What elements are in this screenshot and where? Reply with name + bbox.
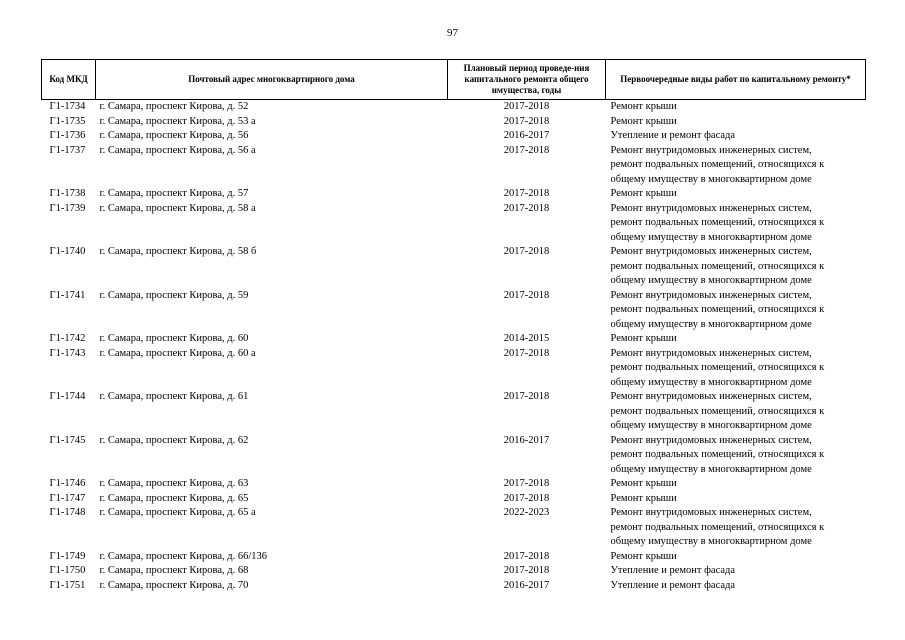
work-line: Ремонт крыши: [610, 478, 677, 489]
row-works: [606, 187, 866, 202]
row-address: г. Самара, проспект Кирова, д. 56 а: [99, 144, 256, 156]
row-works: [606, 477, 866, 492]
row-address: г. Самара, проспект Кирова, д. 65: [99, 492, 249, 504]
row-works: [606, 202, 866, 246]
row-code: Г1-1736: [49, 130, 86, 141]
work-line: Ремонт внутридомовых инженерных систем,: [610, 507, 812, 518]
row-works: [606, 100, 866, 115]
row-period: 2017-2018: [503, 550, 550, 562]
work-line: Ремонт крыши: [610, 101, 677, 112]
work-line: общему имуществу в многоквартирном доме: [610, 231, 812, 243]
row-works: [606, 434, 866, 478]
row-period: 2016-2017: [503, 130, 550, 141]
row-period: 2017-2018: [503, 202, 550, 214]
work-line: Ремонт внутридомовых инженерных систем,: [610, 246, 812, 257]
table-row: [42, 550, 866, 565]
work-line: общему имуществу в многоквартирном доме: [610, 536, 812, 547]
row-works: [606, 332, 866, 347]
row-period: 2017-2018: [503, 115, 550, 127]
row-code: Г1-1738: [49, 188, 86, 199]
header-period: Плановый период проведе-ния капитального ремонта общего имущества, годы: [448, 60, 606, 100]
work-line: ремонт подвальных помещений, относящихся к: [610, 405, 825, 417]
row-address: г. Самара, проспект Кирова, д. 58 а: [99, 202, 256, 214]
row-address: г. Самара, проспект Кирова, д. 62: [99, 434, 249, 446]
row-code: Г1-1741: [49, 289, 86, 301]
work-line: общему имуществу в многоквартирном доме: [610, 463, 812, 475]
work-line: Ремонт внутридомовых инженерных систем,: [610, 202, 812, 214]
table-row: [42, 129, 866, 144]
work-line: ремонт подвальных помещений, относящихся к: [610, 217, 825, 228]
work-line: ремонт подвальных помещений, относящихся к: [610, 159, 825, 170]
row-code: Г1-1749: [49, 550, 86, 562]
row-works: [606, 245, 866, 289]
row-works: [606, 550, 866, 565]
row-code: Г1-1739: [49, 202, 86, 214]
table-row: [42, 564, 866, 579]
row-address: г. Самара, проспект Кирова, д. 66/136: [99, 550, 268, 562]
row-address: г. Самара, проспект Кирова, д. 52: [99, 101, 249, 112]
row-works: [606, 390, 866, 434]
table-row: [42, 434, 866, 478]
row-works: [606, 579, 866, 594]
row-code: Г1-1744: [49, 391, 86, 402]
row-address: г. Самара, проспект Кирова, д. 60: [99, 333, 249, 344]
table-row: [42, 579, 866, 594]
row-code: Г1-1745: [49, 434, 86, 446]
row-address: г. Самара, проспект Кирова, д. 60 а: [99, 347, 256, 359]
work-line: Ремонт внутридомовых инженерных систем,: [610, 144, 812, 156]
work-line: общему имуществу в многоквартирном доме: [610, 318, 812, 330]
row-code: Г1-1742: [49, 333, 86, 344]
table-row: [42, 144, 866, 188]
row-code: Г1-1734: [49, 101, 86, 112]
row-period: 2017-2018: [503, 347, 550, 359]
row-code: Г1-1743: [49, 347, 86, 359]
row-code: Г1-1747: [49, 492, 86, 504]
row-code: Г1-1735: [49, 115, 86, 127]
row-address: г. Самара, проспект Кирова, д. 53 а: [99, 115, 256, 127]
row-period: 2017-2018: [503, 478, 550, 489]
row-address: г. Самара, проспект Кирова, д. 57: [99, 188, 249, 199]
row-code: Г1-1748: [49, 507, 86, 518]
work-line: общему имуществу в многоквартирном доме: [610, 173, 812, 185]
table-row: [42, 289, 866, 333]
row-works: [606, 289, 866, 333]
page-number: 97: [447, 27, 458, 39]
row-period: 2016-2017: [503, 579, 550, 591]
row-period: 2016-2017: [503, 434, 550, 446]
row-works: [606, 144, 866, 188]
work-line: общему имуществу в многоквартирном доме: [610, 376, 812, 388]
table-row: [42, 492, 866, 507]
work-line: общему имуществу в многоквартирном доме: [610, 420, 812, 431]
table-row: [42, 245, 866, 289]
work-line: ремонт подвальных помещений, относящихся к: [610, 449, 825, 460]
row-works: [606, 347, 866, 391]
row-address: г. Самара, проспект Кирова, д. 63: [99, 478, 249, 489]
row-code: Г1-1750: [49, 565, 86, 576]
row-period: 2017-2018: [503, 188, 550, 199]
row-code: Г1-1746: [49, 478, 86, 489]
row-period: 2017-2018: [503, 391, 550, 402]
row-address: г. Самара, проспект Кирова, д. 58 б: [99, 246, 257, 257]
row-period: 2014-2015: [503, 333, 550, 344]
row-period: 2017-2018: [503, 101, 550, 112]
row-code: Г1-1737: [49, 144, 86, 156]
work-line: Ремонт крыши: [610, 115, 677, 127]
table-row: [42, 187, 866, 202]
work-line: Ремонт внутридомовых инженерных систем,: [610, 391, 812, 402]
header-address: Почтовый адрес многоквартирного дома: [96, 60, 448, 100]
header-works: Первоочередные виды работ по капитальному ремонту*: [606, 60, 866, 100]
row-period: 2017-2018: [503, 144, 550, 156]
table-body: [42, 100, 866, 594]
row-code: Г1-1751: [49, 579, 86, 591]
row-address: г. Самара, проспект Кирова, д. 56: [99, 130, 249, 141]
table-row: [42, 477, 866, 492]
work-line: Утепление и ремонт фасада: [610, 565, 736, 576]
work-line: ремонт подвальных помещений, относящихся к: [610, 521, 825, 533]
table-row: [42, 390, 866, 434]
row-period: 2017-2018: [503, 565, 550, 576]
row-period: 2017-2018: [503, 492, 550, 504]
work-line: ремонт подвальных помещений, относящихся к: [610, 260, 825, 272]
row-works: [606, 115, 866, 130]
work-line: общему имуществу в многоквартирном доме: [610, 275, 812, 286]
row-works: [606, 129, 866, 144]
table-row: [42, 115, 866, 130]
table-row: [42, 202, 866, 246]
work-line: Ремонт крыши: [610, 492, 677, 504]
row-address: г. Самара, проспект Кирова, д. 70: [99, 579, 249, 591]
row-works: [606, 506, 866, 550]
row-works: [606, 564, 866, 579]
table-row: [42, 100, 866, 115]
work-line: Ремонт внутридомовых инженерных систем,: [610, 289, 812, 301]
header-code: Код МКД: [42, 60, 96, 100]
row-period: 2017-2018: [503, 246, 550, 257]
row-address: г. Самара, проспект Кирова, д. 59: [99, 289, 249, 301]
work-line: Утепление и ремонт фасада: [610, 130, 736, 141]
row-works: [606, 492, 866, 507]
work-line: ремонт подвальных помещений, относящихся к: [610, 362, 825, 373]
work-line: Ремонт крыши: [610, 188, 677, 199]
row-code: Г1-1740: [49, 246, 86, 257]
row-address: г. Самара, проспект Кирова, д. 61: [99, 391, 249, 402]
capital-repair-table: [41, 59, 866, 593]
row-period: 2022-2023: [503, 507, 550, 518]
row-address: г. Самара, проспект Кирова, д. 68: [99, 565, 249, 576]
table-header-row: [42, 60, 866, 100]
work-line: Ремонт внутридомовых инженерных систем,: [610, 347, 812, 359]
table-row: [42, 347, 866, 391]
row-address: г. Самара, проспект Кирова, д. 65 а: [99, 507, 256, 518]
work-line: Ремонт крыши: [610, 550, 677, 562]
work-line: Ремонт крыши: [610, 333, 677, 344]
work-line: Ремонт внутридомовых инженерных систем,: [610, 434, 812, 446]
row-period: 2017-2018: [503, 289, 550, 301]
work-line: ремонт подвальных помещений, относящихся к: [610, 304, 825, 315]
table-row: [42, 332, 866, 347]
table-row: [42, 506, 866, 550]
work-line: Утепление и ремонт фасада: [610, 579, 736, 591]
